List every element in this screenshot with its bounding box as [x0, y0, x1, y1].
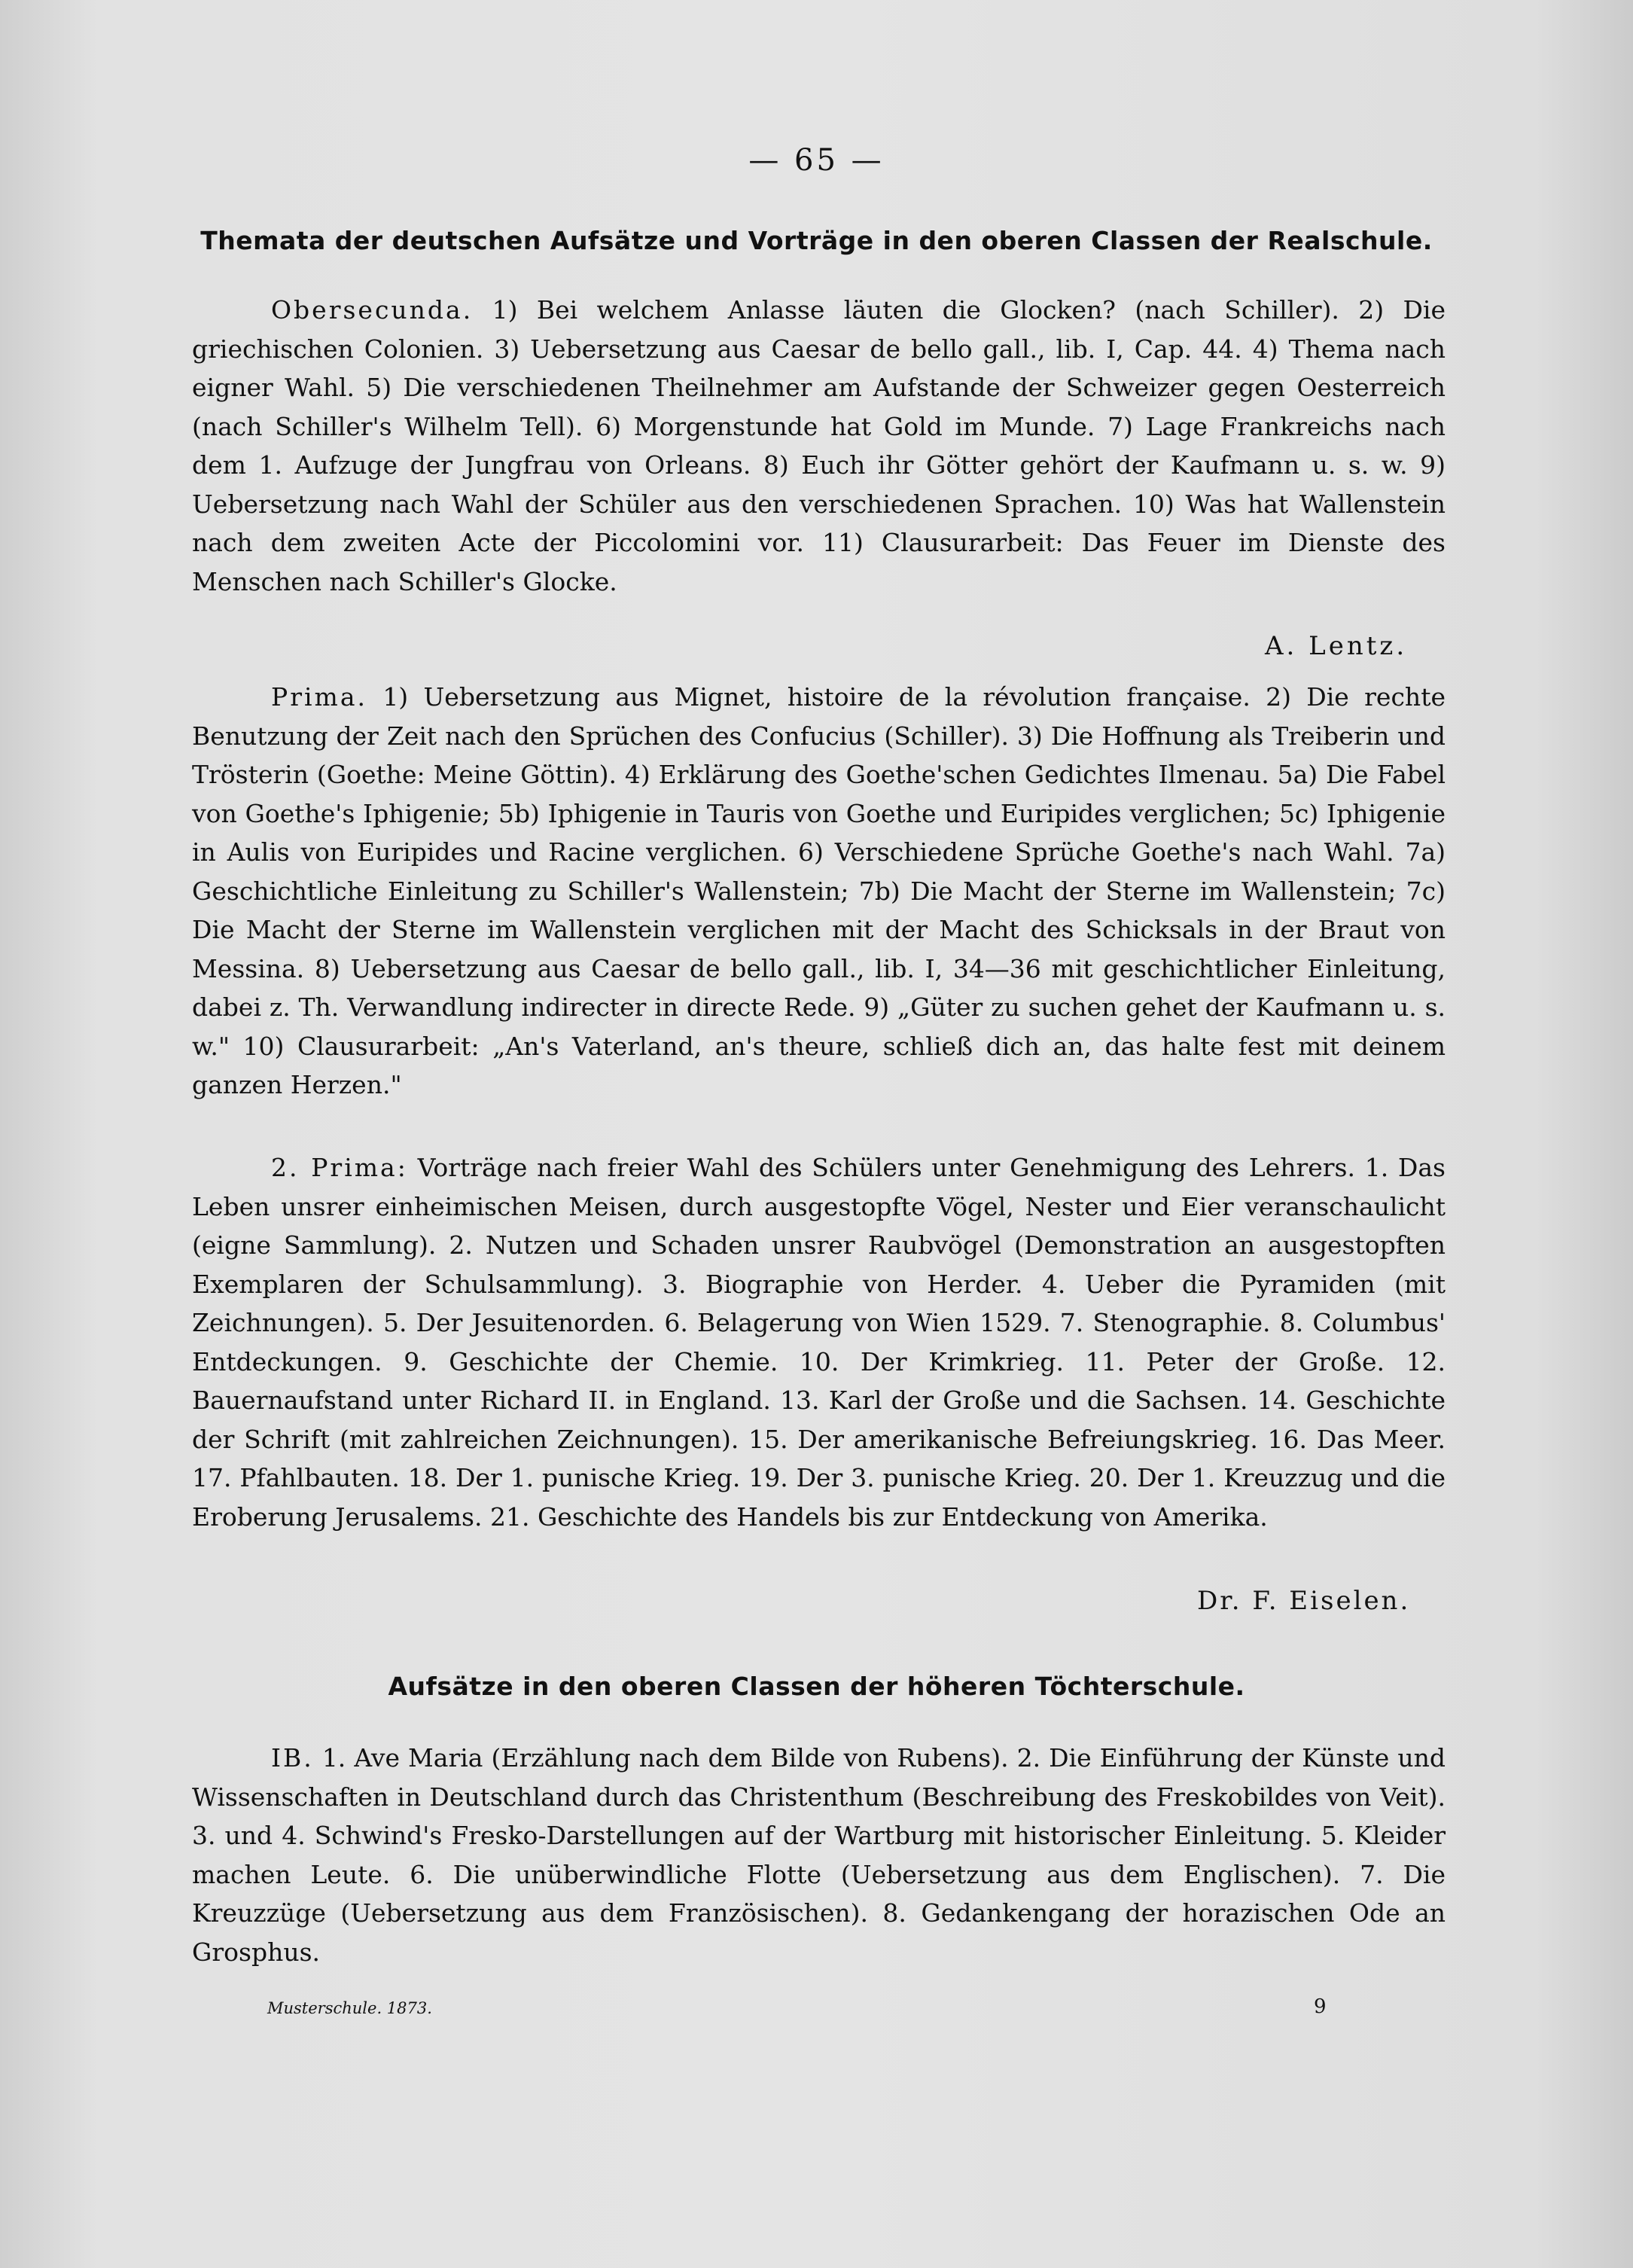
footer-imprint: Musterschule. 1873.: [267, 1999, 432, 2017]
signature-lentz: A. Lentz.: [1265, 631, 1408, 661]
paragraph-label: 2. Prima:: [271, 1153, 408, 1182]
paragraph-text: 1. Ave Maria (Erzählung nach dem Bilde von Rubens). 2. Die Einführung der Künste und Wissenschaften in Deutschland durch das Christenthum (Beschreibung des Freskobildes von Veit). 3. und 4. Schwind's Fresko-Darstellungen auf der Wartburg mit historischer Einleitung. 5. Kleider machen Leute. 6. Die unüberwindliche Flotte (Uebersetzung aus dem Englischen). 7. Die Kreuzzüge (Uebersetzung aus dem Französischen). 8. Gedankengang der horazischen Ode an Grosphus.: [192, 1743, 1446, 1967]
paragraph-prima: [192, 678, 1446, 1105]
signature-eiselen: Dr. F. Eiselen.: [1197, 1586, 1411, 1616]
paragraph-label: Prima.: [271, 682, 367, 712]
paragraph-ib: [192, 1739, 1446, 1971]
paragraph-prima-2: [192, 1148, 1446, 1536]
paragraph-obersecunda: [192, 291, 1446, 601]
section-heading-realschule: Themata der deutschen Aufsätze und Vorträge in den oberen Classen der Realschule.: [200, 226, 1433, 255]
paragraph-text: Vorträge nach freier Wahl des Schülers unter Genehmigung des Lehrers. 1. Das Leben unsrer einheimischen Meisen, durch ausgestopfte Vögel, Nester und Eier veranschaulicht (eigne Sammlung). 2. Nutzen und Schaden unsrer Raubvögel (Demonstration an ausgestopften Exemplaren der Schulsammlung). 3. Biographie von Herder. 4. Ueber die Pyramiden (mit Zeichnungen). 5. Der Jesuitenorden. 6. Belagerung von Wien 1529. 7. Stenographie. 8. Columbus' Entdeckungen. 9. Geschichte der Chemie. 10. Der Krimkrieg. 11. Peter der Große. 12. Bauernaufstand unter Richard II. in England. 13. Karl der Große und die Sachsen. 14. Geschichte der Schrift (mit zahlreichen Zeichnungen). 15. Der amerikanische Befreiungskrieg. 16. Das Meer. 17. Pfahlbauten. 18. Der 1. punische Krieg. 19. Der 3. punische Krieg. 20. Der 1. Kreuzzug und die Eroberung Jerusalems. 21. Geschichte des Handels bis zur Entdeckung von Amerika.: [192, 1153, 1446, 1532]
section-heading-toechterschule: Aufsätze in den oberen Classen der höheren Töchterschule.: [388, 1672, 1245, 1701]
paragraph-label: IB.: [271, 1743, 314, 1773]
paragraph-text: 1) Uebersetzung aus Mignet, histoire de la révolution française. 2) Die rechte Benutzung der Zeit nach den Sprüchen des Confucius (Schiller). 3) Die Hoffnung als Treiberin und Trösterin (Goethe: Meine Göttin). 4) Erklärung des Goethe'schen Gedichtes Ilmenau. 5a) Die Fabel von Goethe's Iphigenie; 5b) Iphigenie in Tauris von Goethe und Euripides verglichen; 5c) Iphigenie in Aulis von Euripides und Racine verglichen. 6) Verschiedene Sprüche Goethe's nach Wahl. 7a) Geschichtliche Einleitung zu Schiller's Wallenstein; 7b) Die Macht der Sterne im Wallenstein; 7c) Die Macht der Sterne im Wallenstein verglichen mit der Macht des Schicksals in der Braut von Messina. 8) Uebersetzung aus Caesar de bello gall., lib. I, 34—36 mit geschichtlicher Einleitung, dabei z. Th. Verwandlung indirecter in directe Rede. 9) „Güter zu suchen gehet der Kaufmann u. s. w." 10) Clausurarbeit: „An's Vaterland, an's theure, schließ dich an, das halte fest mit deinem ganzen Herzen.": [192, 682, 1446, 1099]
footer-signature-mark: 9: [1314, 1995, 1327, 2018]
paragraph-text: 1) Bei welchem Anlasse läuten die Glocken? (nach Schiller). 2) Die griechischen Colonien. 3) Uebersetzung aus Caesar de bello gall., lib. I, Cap. 44. 4) Thema nach eigner Wahl. 5) Die verschiedenen Theilnehmer am Aufstande der Schweizer gegen Oesterreich (nach Schiller's Wilhelm Tell). 6) Morgenstunde hat Gold im Munde. 7) Lage Frankreichs nach dem 1. Aufzuge der Jungfrau von Orleans. 8) Euch ihr Götter gehört der Kaufmann u. s. w. 9) Uebersetzung nach Wahl der Schüler aus den verschiedenen Sprachen. 10) Was hat Wallenstein nach dem zweiten Acte der Piccolomini vor. 11) Clausurarbeit: Das Feuer im Dienste des Menschen nach Schiller's Glocke.: [192, 295, 1446, 596]
paragraph-label: Obersecunda.: [271, 295, 474, 325]
page-number: — 65 —: [748, 143, 885, 178]
